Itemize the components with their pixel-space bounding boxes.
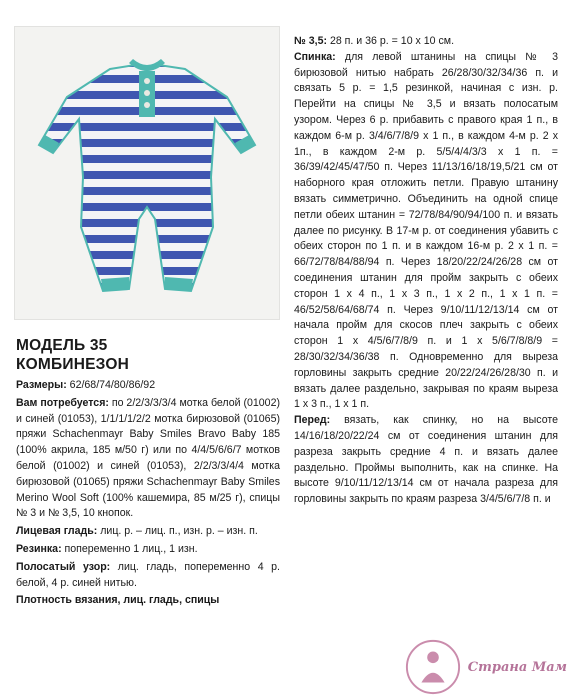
stockinette-text: лиц. р. – лиц. п., изн. р. – изн. п. bbox=[97, 525, 258, 538]
back-text: для левой штанины на спицы № 3 бирюзовой нитью набрать 26/28/30/32/34/36 п. и связать 5 р. = 1,5 резинкой, начиная с изн. р. Перейти на спицы № 3,5 и вязать полосатым узором. Через 6 р. прибавить с правого края 1 п., в каждом 6-м р. 3/4/6/7/8/9 х 1 п., в каждом 4-м р. 2 х 1п., в каждом 2-м р. 5/5/4/4/3/3 х 1 п. = 36/39/42/45/47/50 п. Через 11/13/16/18/19,5/21 см от наборного края отложить петли. Правую штанину вязать симметрично. Объединить на одной спице петли обеих штанин = 72/78/84/90/94/100 п. и вязать далее по рисунку. В 17-м р. от соединения убавить с обеих сторон по 1 п. и в каждом 16-м р. 2 х 1 п. = 66/72/78/84/88/94 п. Через 18/20/22/24/26/28 см от соединения штанин для пройм закрыть с обеих сторон 1 х 4 п., 1 х 3 п., 1 х 2 п., 1 х 1 п. = 46/52/58/64/68/74 п. Через 9/10/11/12/13/14 см от начала пройм для скосов плеч закрыть с обеих сторон 1 х 4/5/6/7/8/9 п. и 1 х 5/6/7/8/8/9 = 28/30/32/34/36/38 п. Одновременно для выреза горловины закрыть средние 20/22/24/26/28/30 п. и вязать далее раздельно, закрывая по краям выреза 1 х 3 п., 1 х 1 п. bbox=[294, 50, 558, 411]
model-title bbox=[16, 336, 280, 374]
rib-paragraph bbox=[16, 542, 280, 558]
rib-text: попеременно 1 лиц., 1 изн. bbox=[61, 542, 198, 555]
watermark-logo-icon bbox=[404, 638, 462, 696]
model-name: КОМБИНЕЗОН bbox=[16, 356, 129, 373]
button-icon bbox=[144, 78, 150, 84]
watermark bbox=[404, 638, 567, 696]
stripes-paragraph bbox=[16, 560, 280, 592]
gauge-heading: Плотность вязания, лиц. гладь, спицы bbox=[16, 594, 220, 607]
stripes-text: лиц. гладь, попеременно 4 р. белой, 4 р. синей нитью. bbox=[16, 560, 280, 589]
model-number: МОДЕЛЬ 35 bbox=[16, 337, 108, 354]
rib-label: Резинка: bbox=[16, 542, 62, 555]
stockinette-paragraph bbox=[16, 524, 280, 540]
front-text: вязать, как спинку, но на высоте 14/16/18/20/22/24 см от соединения штанин для разреза закрыть средние 4 п. и вязать далее раздельно. Проймы выполнить, как на спинке. На высоте 9/10/11/12/13/14 см от начала разреза для горловины закрыть по краям разреза 3/4/5/6/7/8 п. и bbox=[294, 414, 558, 506]
gauge-label: № 3,5: bbox=[294, 35, 328, 47]
sizes-paragraph bbox=[16, 378, 280, 394]
sizes-label: Размеры: bbox=[16, 379, 67, 391]
front-label: Перед: bbox=[294, 414, 331, 427]
sizes-text: 62/68/74/80/86/92 bbox=[66, 379, 156, 391]
left-column bbox=[16, 336, 280, 611]
back-paragraph bbox=[294, 50, 558, 413]
front-paragraph bbox=[294, 413, 558, 508]
watermark-text: Страна Мам bbox=[467, 659, 567, 675]
romper-illustration bbox=[15, 27, 279, 319]
materials-paragraph bbox=[16, 396, 280, 522]
button-icon bbox=[144, 90, 150, 96]
stockinette-label: Лицевая гладь: bbox=[16, 525, 98, 538]
back-label: Спинка: bbox=[294, 50, 336, 63]
right-column bbox=[294, 34, 558, 508]
materials-text: по 2/2/3/3/3/4 мотка белой (01002) и синей (01053), 1/1/1/1/2/2 мотка бирюзовой (01065) пряжи Schachenmayr Baby Smiles Bravo Baby 185 (100% акрила, 185 м/50 г) или по 4/4/5/6/6/7 мотков белой (01002) и синей (01053), 2/2/3/3/4/4 мотка бирюзовой (01065) пряжи Schachenmayr Baby Smiles Merino Wool Soft (100% кашемира, 85 м/25 г), спицы № 3 и № 3,5, 10 кнопок. bbox=[16, 396, 280, 520]
product-photo bbox=[14, 26, 280, 320]
gauge-text: 28 п. и 36 р. = 10 х 10 см. bbox=[327, 35, 455, 47]
materials-label: Вам потребуется: bbox=[16, 396, 109, 409]
gauge-paragraph bbox=[294, 34, 558, 50]
stripes-label: Полосатый узор: bbox=[16, 560, 111, 573]
button-icon bbox=[144, 102, 150, 108]
